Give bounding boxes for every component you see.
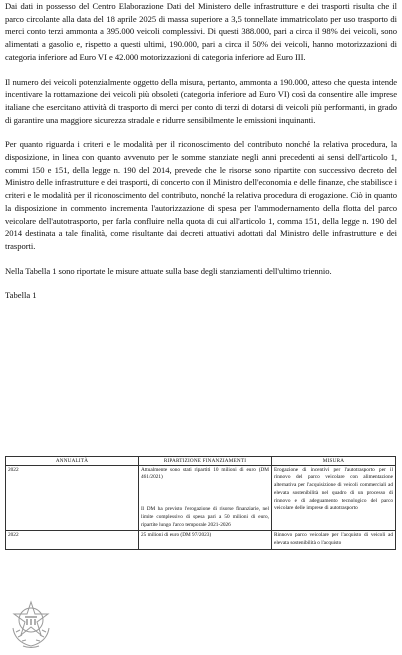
table-caption: Tabella 1 (5, 290, 37, 301)
cell-funding: 25 milioni di euro (DM 97/2023) (139, 531, 272, 550)
table-row (6, 531, 396, 550)
cell-funding-part-a: Attualmente sono stati ripartiti 10 milioni di euro (DM 461/2021) (141, 466, 269, 481)
header-annualita: ANNUALITÀ (6, 457, 139, 466)
cell-measure: Rinnovo parco veicolare per l'acquisto di veicoli ad elevata sostenibilità o l'acquisto (272, 531, 396, 550)
header-ripartizione: RIPARTIZIONE FINANZIAMENTI (139, 457, 272, 466)
header-misura: MISURA (272, 457, 396, 466)
paragraph-3: Per quanto riguarda i criteri e le modalità per il riconoscimento del contributo nonché la relativa procedura, la disposizione, in linea con quanto avvenuto per le somme stanziate negli anni precedenti ai sensi dell'articolo 1, commi 150 e 151, della legge n. 190 del 2014, prevede che le risorse sono ripartite con successivo decreto del Ministro delle infrastrutture e dei trasporti, di concerto con il Ministro dell'economia e delle finanze, che stabilisce i criteri e le modalità per il riconoscimento del contributo, nonché la relativa procedura di erogazione. Ciò in quanto la disposizione in commento incrementa l'autorizzazione di spesa per l'ammodernamento della flotta del parco veicolare dell'autotrasporto, per farla confluire nella quota di cui all'articolo 1, comma 151, della legge n. 190 del 2014 destinata a tale finalità, come risultante dai decreti attuativi adottati dal Ministro delle infrastrutture e dei trasporti. (5, 139, 397, 251)
document-page (5, 0, 397, 301)
cell-funding (139, 465, 272, 531)
paragraph-2: Il numero dei veicoli potenzialmente oggetto della misura, pertanto, ammonta a 190.000, atteso che questa intende incentivare la rottamazione dei veicoli più obsoleti (categoria inferiore ad Euro VI) così da consentire alle imprese italiane che esercitano attività di trasporto di merci per conto di terzi di dotarsi di veicoli più performanti, in grado di garantire una maggiore sicurezza stradale e ridurre sensibilmente le emissioni inquinanti. (5, 76, 397, 125)
paragraph-4: Nella Tabella 1 sono riportate le misure attuate sulla base degli stanziamenti dell'ultimo triennio. (5, 265, 332, 276)
paragraph-1: Dai dati in possesso del Centro Elaborazione Dati del Ministero delle infrastrutture e dei trasporti risulta che il parco circolante alla data del 18 aprile 2025 di massa superiore a 3,5 tonnellate immatricolato per uso trasporto di merci conto terzi ammonta a 395.000 veicoli complessivi. Di questi 388.000, pari a circa il 98% dei veicoli, sono alimentati a gasolio e, rispetto a questi ultimi, 190.000, pari a circa il 50% dei veicoli, hanno motorizzazioni di categoria inferiore ad Euro VI e 42.000 motorizzazioni di categoria inferiore ad Euro III. (5, 1, 397, 62)
table-row (6, 465, 396, 531)
measures-table (5, 456, 396, 550)
cell-measure: Erogazione di incentivi per l'autotrasporto per il rinnovo del parco veicolare con alimentazione alternativa per l'acquisizione di veicoli commerciali ad elevata sostenibilità nel quadro di un processo di rinnovo e di adeguamento tecnologico del parco veicolare delle imprese di autotrasporto (272, 465, 396, 531)
table-header-row (6, 457, 396, 466)
cell-funding-part-b: Il DM ha previsto l'erogazione di risorse finanziarie, nel limite complessivo di spesa pari a 50 milioni di euro, ripartite lungo l'arco temporale 2021-2026 (141, 506, 269, 528)
cell-spacer (141, 482, 269, 506)
italian-republic-emblem-icon (7, 598, 55, 650)
cell-year: 2022 (6, 465, 139, 531)
cell-year: 2022 (6, 531, 139, 550)
